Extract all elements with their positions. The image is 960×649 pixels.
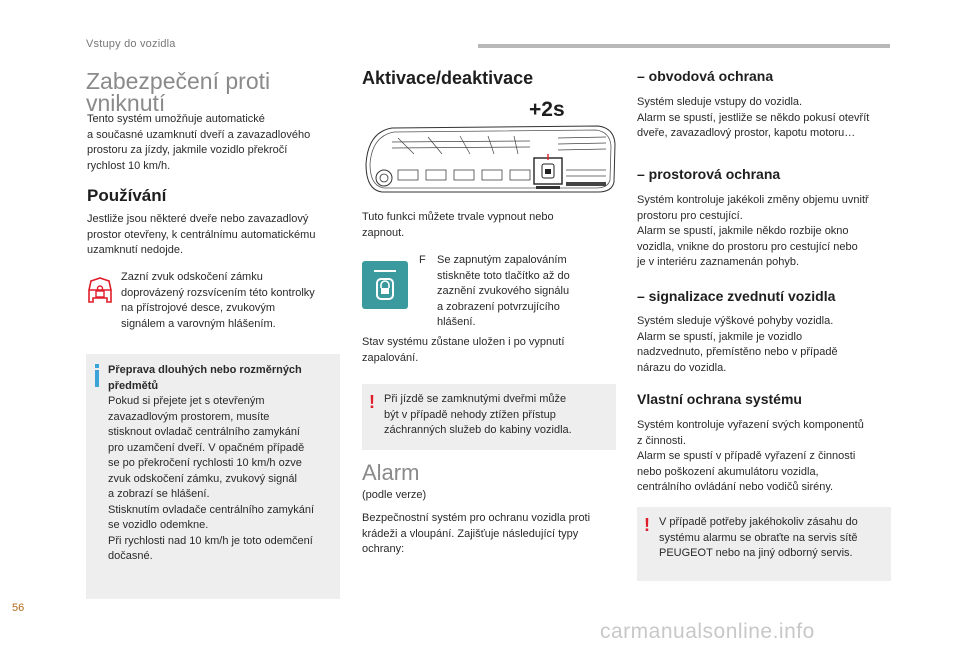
text-line: V případě potřeby jakéhokoliv zásahu do — [659, 516, 858, 528]
warning-box-locked-doors — [362, 384, 616, 450]
text-line: krádeži a vloupání. Zajišťuje následující typy — [362, 527, 579, 540]
text-line: Tuto funkci můžete trvale vypnout nebo — [362, 211, 554, 223]
intro-text — [87, 112, 310, 174]
lock-note — [121, 270, 315, 332]
hold-duration-label: +2s — [529, 98, 565, 121]
warning-box-content — [659, 515, 887, 562]
text-line: Stisknutím ovladače centrálního zamykání — [108, 503, 315, 516]
text-line: centrálního ovládání nebo vodičů sirény. — [637, 481, 834, 493]
press-instruction — [437, 253, 570, 331]
warning-box-service — [637, 507, 891, 581]
text-line: být v případě nehody ztížen přístup — [384, 408, 556, 421]
alarm-description — [362, 511, 590, 558]
text-line: z činnosti. — [637, 434, 686, 447]
text-line: Pokud si přejete jet s otevřeným — [108, 395, 265, 407]
perimeter-heading: – obvodová ochrana — [637, 68, 774, 84]
text-line: vozidla, vnikne do prostoru pro cestující nebo — [637, 240, 858, 253]
text-line: se vozidlo odemkne. — [108, 519, 209, 531]
text-line: je v interiéru zaznamenán pohyb. — [637, 256, 800, 268]
text-line: systému alarmu se obraťte na servis sítě — [659, 531, 858, 544]
text-line: zapnout. — [362, 226, 405, 239]
text-line: prostor otevřeny, k centrálnímu automatickému — [87, 228, 316, 241]
text-line: dveře, zavazadlový prostor, kapotu motoru… — [637, 127, 856, 139]
text-line: zapalování. — [362, 351, 419, 364]
text-line: Systém kontroluje vyřazení svých komponentů — [637, 419, 864, 431]
text-line: Alarm se spustí, jakmile je vozidlo — [637, 330, 803, 343]
text-line: zaznění zvukového signálu — [437, 285, 570, 297]
text-line: zavazadlovým prostorem, musíte — [108, 410, 270, 423]
text-line: Tento systém umožňuje automatické — [87, 113, 265, 125]
text-line: Se zapnutým zapalováním — [437, 254, 567, 266]
usage-text — [87, 212, 315, 259]
text-line: Zazní zvuk odskočení zámku — [121, 271, 263, 283]
text-line: a zobrazení potvrzujícího — [437, 300, 560, 313]
volumetric-text — [637, 193, 869, 271]
activation-heading: Aktivace/deaktivace — [362, 68, 534, 88]
perimeter-text — [637, 95, 869, 142]
text-line: doprovázený rozsvícením této kontrolky — [121, 286, 315, 299]
text-line: nárazu do vozidla. — [637, 361, 727, 374]
text-line: záchranných služeb do kabiny vozidla. — [384, 424, 572, 436]
text-line: prostoru pro cestující. — [637, 209, 743, 222]
text-line: se po překročení rychlosti 10 km/h ozve — [108, 457, 302, 469]
text-line: na přístrojové desce, zvukovým — [121, 302, 276, 314]
text-line: zvuk odskočení zámku, zvukový signál — [108, 472, 297, 485]
text-line: Při jízdě se zamknutými dveřmi může — [384, 393, 567, 405]
bullet-symbol: F — [419, 254, 426, 266]
text-line: uzamknutí nedojde. — [87, 244, 184, 256]
alarm-title: Alarm — [362, 460, 420, 485]
text-line: Alarm se spustí, jakmile někdo rozbije okno — [637, 225, 849, 237]
car-lock-warning-icon — [86, 276, 114, 306]
lift-heading: – signalizace zvednutí vozidla — [637, 288, 836, 304]
text-line: hlášení. — [437, 316, 476, 328]
dashboard-console-illustration — [362, 124, 618, 196]
text-line: Systém kontroluje jakékoli změny objemu uvnitř — [637, 194, 869, 206]
section-header: Vstupy do vozidla — [86, 38, 176, 50]
page-number: 56 — [12, 602, 25, 614]
warning-box-content — [384, 392, 612, 439]
text-line: Při rychlosti nad 10 km/h je toto odemčení — [108, 534, 313, 547]
warning-icon: ! — [369, 392, 375, 412]
text-line: Stav systému zůstane uložen i po vypnutí — [362, 336, 565, 348]
text-line: ochrany: — [362, 543, 405, 555]
text-line: Jestliže jsou některé dveře nebo zavazadlový — [87, 213, 309, 225]
info-box — [86, 354, 340, 599]
text-line: Systém sleduje vstupy do vozidla. — [637, 96, 803, 108]
page-title: Zabezpečení proti vniknutí — [86, 68, 271, 116]
text-line: PEUGEOT nebo na jiný odborný servis. — [659, 547, 853, 559]
lock-button-icon — [362, 261, 408, 309]
watermark: carmanualsonline.info — [600, 620, 815, 643]
info-icon — [95, 370, 99, 387]
alarm-version: (podle verze) — [362, 489, 427, 501]
warning-icon: ! — [644, 515, 650, 535]
text-line: dočasné. — [108, 550, 153, 562]
text-line: stiskněte toto tlačítko až do — [437, 269, 570, 282]
text-line: nadzvednuto, přemístěno nebo v případě — [637, 346, 838, 358]
text-line: rychlost 10 km/h. — [87, 159, 171, 172]
text-line: pro uzamčení dveří. V opačném případě — [108, 441, 305, 454]
text-line: Alarm se spustí, jestliže se někdo pokusí otevřít — [637, 111, 870, 124]
text-line: nebo poškození akumulátoru vozidla, — [637, 465, 819, 478]
text-line: a současné uzamknutí dveří a zavazadlového — [87, 128, 311, 141]
volumetric-heading: – prostorová ochrana — [637, 166, 781, 182]
text-line: Alarm se spustí v případě vyřazení z činnosti — [637, 450, 856, 462]
text-line: stisknout ovladač centrálního zamykání — [108, 426, 300, 438]
text-line: Systém sleduje výškové pohyby vozidla. — [637, 315, 834, 327]
info-box-title-line: Přeprava dlouhých nebo rozměrných — [108, 364, 302, 376]
toggle-info-text — [362, 210, 554, 241]
self-protection-text — [637, 418, 864, 496]
state-memory-text — [362, 335, 564, 366]
text-line: signálem a varovným hlášením. — [121, 317, 276, 330]
lift-text — [637, 314, 838, 376]
info-box-content — [108, 363, 336, 565]
info-box-title-line: předmětů — [108, 379, 159, 392]
self-protection-heading: Vlastní ochrana systému — [637, 391, 802, 407]
text-line: prostoru za jízdy, jakmile vozidlo překročí — [87, 144, 288, 156]
text-line: a zobrazí se hlášení. — [108, 488, 210, 500]
text-line: Bezpečnostní systém pro ochranu vozidla proti — [362, 512, 591, 524]
header-bar — [478, 44, 890, 48]
usage-heading: Používání — [87, 186, 167, 205]
